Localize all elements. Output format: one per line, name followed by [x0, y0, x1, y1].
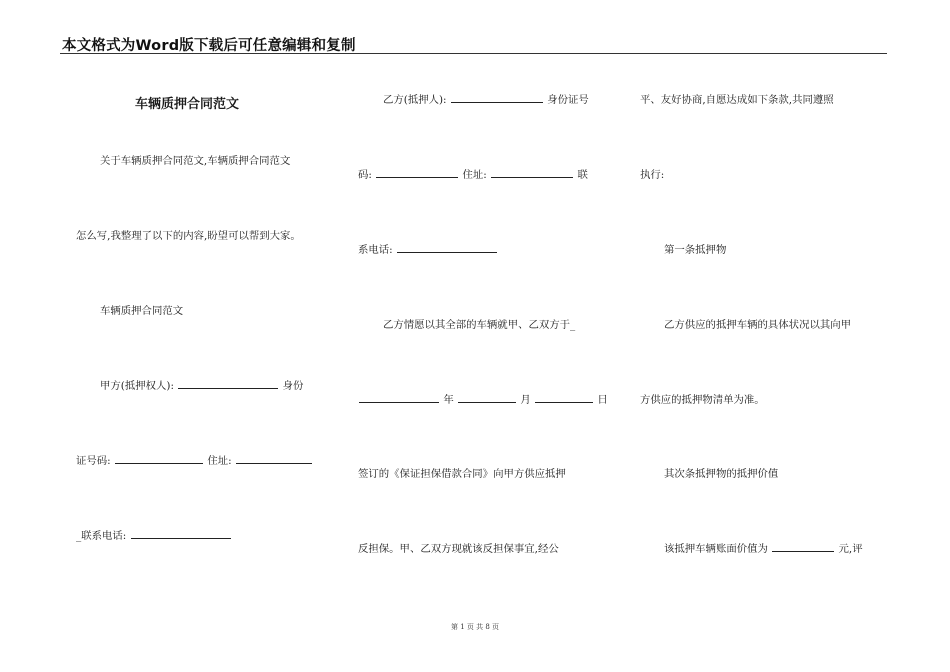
id-number-blank: [115, 454, 203, 464]
col3-line-5: 方供应的抵押物清单为准。: [640, 394, 765, 406]
header-divider: [60, 53, 887, 54]
id-number-blank: [376, 168, 458, 178]
id-label-part: 身份证号: [547, 94, 589, 106]
col2-line-2: [358, 168, 588, 182]
address-label: 住址:: [462, 169, 487, 181]
party-a-label: 甲方(抵押权人):: [100, 380, 174, 392]
year-blank: [359, 393, 439, 403]
phone-label: 系电话:: [358, 244, 393, 256]
col2-line-7: 反担保。甲、乙双方现就该反担保事宜,经公: [358, 543, 559, 555]
page-number: 第 1 页 共 8 页: [450, 623, 500, 631]
year-label: 年: [443, 394, 454, 406]
currency-label: 元,评: [838, 543, 863, 555]
contact-label-part: 联: [577, 169, 588, 181]
col3-line-4: 乙方供应的抵押车辆的具体状况以其向甲: [664, 319, 852, 331]
col1-line-5: [76, 454, 313, 468]
col2-line-5: [358, 393, 608, 407]
col1-line-6: [76, 529, 232, 543]
phone-blank: [397, 243, 497, 253]
document-header: 本文格式为Word版下载后可任意编辑和复制: [62, 38, 356, 54]
phone-label: _联系电话:: [76, 530, 127, 542]
id-label-part: 身份: [282, 380, 304, 392]
month-blank: [458, 393, 516, 403]
col2-line-6: 签订的《保证担保借款合同》向甲方供应抵押: [358, 468, 566, 480]
col3-line-2: 执行:: [640, 169, 665, 181]
col2-line-3: [358, 243, 498, 257]
book-value-blank: [772, 542, 834, 552]
book-value-label: 该抵押车辆账面价值为: [664, 543, 768, 555]
col2-line-4: 乙方情愿以其全部的车辆就甲、乙双方于_: [383, 319, 576, 331]
col1-line-4: [100, 379, 303, 393]
col3-line-7: [664, 542, 863, 556]
address-blank: [236, 454, 312, 464]
day-label: 日: [597, 394, 608, 406]
col2-line-1: [383, 93, 589, 107]
col3-line-3: 第一条抵押物: [664, 244, 727, 256]
party-b-label: 乙方(抵押人):: [383, 94, 447, 106]
address-blank: [491, 168, 573, 178]
id-number-label: 证号码:: [76, 455, 111, 467]
phone-blank: [131, 529, 231, 539]
month-label: 月: [520, 394, 531, 406]
col1-line-3: 车辆质押合同范文: [100, 305, 184, 317]
day-blank: [535, 393, 593, 403]
document-title: 车辆质押合同范文: [135, 97, 240, 112]
address-label: 住址:: [207, 455, 232, 467]
party-b-name-blank: [451, 93, 543, 103]
col1-line-1: 关于车辆质押合同范文,车辆质押合同范文: [100, 155, 291, 167]
col3-line-1: 平、友好协商,自愿达成如下条款,共同遵照: [640, 94, 834, 106]
col3-line-6: 其次条抵押物的抵押价值: [664, 468, 779, 480]
party-a-name-blank: [178, 379, 278, 389]
col1-line-2: 怎么写,我整理了以下的内容,盼望可以帮到大家。: [76, 230, 301, 242]
id-number-label: 码:: [358, 169, 372, 181]
